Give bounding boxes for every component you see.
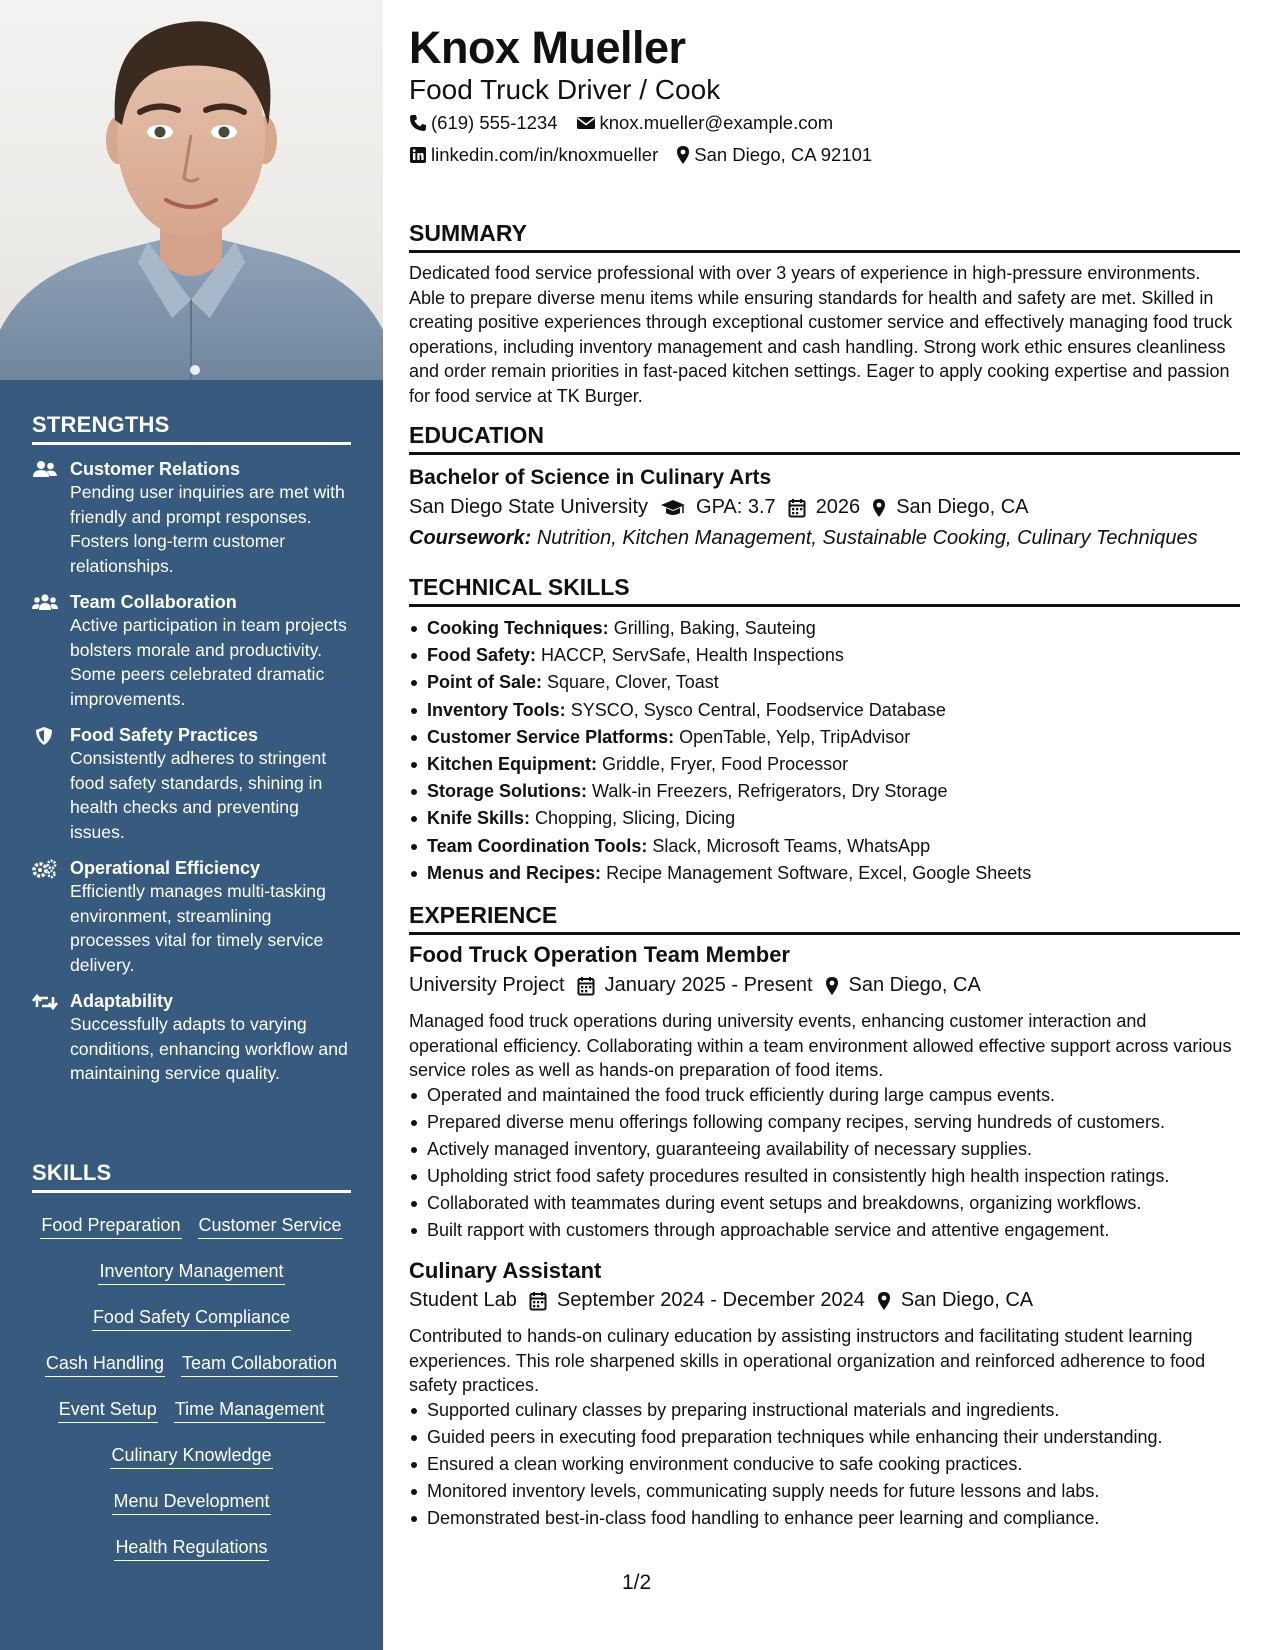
map-pin-icon [877, 1291, 891, 1311]
users-icon [32, 460, 58, 480]
summary-text: Dedicated food service professional with over 3 years of experience in high-pressure environments. Able to prepare diverse menu items while ensuring standards for health and safety are met. Skilled in creating positive experiences through exceptional customer service and effectively managing food truck operations, including inventory management and cash handling. Strong work ethic ensures cleanliness and order remain priorities in fast-paced kitchen settings. Eager to apply cooking expertise and passion for food service at TK Burger. [409, 263, 1233, 406]
technical-skill-item [427, 615, 1240, 642]
job-description: Managed food truck operations during university events, enhancing customer interaction and operational efficiency. Collaborating within a team environment allowed effective support across various service roles as well as hands-on preparation of food items. [409, 1011, 1232, 1080]
calendar-icon [577, 976, 595, 996]
job-bullet: Demonstrated best-in-class food handling to enhance peer learning and compliance. [427, 1505, 1240, 1532]
coursework-label: Coursework: [409, 527, 532, 549]
education-meta [409, 496, 1028, 519]
skill-category: Knife Skills: [427, 808, 531, 829]
technical-skill-item [427, 751, 1240, 778]
contact-row-1 [409, 112, 851, 134]
job-bullet: Actively managed inventory, guaranteeing availability of necessary supplies. [427, 1136, 1240, 1163]
job-organization: University Project [409, 974, 565, 996]
strength-title: Operational Efficiency [70, 858, 261, 878]
job-dates: January 2025 - Present [604, 974, 813, 996]
skill-tag: Cash Handling [45, 1349, 165, 1377]
skill-category: Menus and Recipes: [427, 862, 602, 883]
graduation-cap-icon [660, 499, 686, 517]
skill-tag: Team Collaboration [181, 1349, 338, 1377]
calendar-icon [788, 498, 806, 518]
job-bullets [427, 1082, 1240, 1244]
map-pin-icon [825, 976, 839, 996]
skill-values: SYSCO, Sysco Central, Foodservice Database [570, 699, 946, 720]
linkedin-contact[interactable] [409, 144, 658, 166]
job-title-headline: Food Truck Driver / Cook [409, 74, 721, 105]
skills-list [32, 1205, 351, 1573]
contact-row-2 [409, 144, 890, 166]
education-heading: EDUCATION [409, 422, 1240, 455]
gears-icon [32, 859, 58, 879]
skill-values: OpenTable, Yelp, TripAdvisor [679, 726, 911, 747]
skill-values: Griddle, Fryer, Food Processor [602, 754, 849, 775]
job-meta [409, 1289, 1033, 1312]
technical-skill-item [427, 697, 1240, 724]
graduation-year: 2026 [815, 496, 861, 518]
coursework-list: Nutrition, Kitchen Management, Sustainable Cooking, Culinary Techniques [536, 527, 1198, 549]
job-bullet: Monitored inventory levels, communicating supply needs for future lessons and labs. [427, 1478, 1240, 1505]
page-number: 1/2 [622, 1571, 652, 1594]
skill-tag: Customer Service [198, 1211, 343, 1239]
linkedin-icon [409, 146, 427, 164]
skills-heading: SKILLS [32, 1160, 351, 1193]
linkedin-url[interactable]: linkedin.com/in/knoxmueller [431, 144, 659, 165]
strength-description: Consistently adheres to stringent food safety standards, shining in health checks and preventing issues. [70, 748, 327, 842]
strengths-section [32, 412, 351, 1086]
technical-skills-heading: TECHNICAL SKILLS [409, 574, 1240, 607]
technical-skill-item [427, 805, 1240, 832]
skill-category: Inventory Tools: [427, 699, 566, 720]
job-bullet: Ensured a clean working environment conducive to safe cooking practices. [427, 1451, 1240, 1478]
job-dates: September 2024 - December 2024 [556, 1289, 865, 1311]
skill-category: Food Safety: [427, 645, 537, 666]
skill-values: Grilling, Baking, Sauteing [613, 618, 816, 638]
skill-category: Storage Solutions: [427, 781, 588, 802]
phone-contact [409, 112, 558, 134]
job-bullet: Prepared diverse menu offerings following company recipes, serving hundreds of customers. [427, 1109, 1240, 1136]
technical-skill-item [427, 778, 1240, 805]
skill-tag: Inventory Management [98, 1257, 284, 1285]
skill-category: Kitchen Equipment: [427, 754, 597, 775]
job-bullet: Built rapport with customers through approachable service and attentive engagement. [427, 1217, 1240, 1244]
technical-skill-item [427, 860, 1240, 887]
strength-item [32, 857, 351, 977]
skill-tag: Event Setup [58, 1395, 158, 1423]
education-location: San Diego, CA [896, 496, 1029, 518]
strength-item [32, 724, 351, 844]
strength-title: Customer Relations [70, 459, 241, 479]
gpa: GPA: 3.7 [696, 496, 776, 518]
job-description: Contributed to hands-on culinary education by assisting instructors and facilitating student learning experiences. This role sharpened skills in operational organization and reinforced adherence to food safety practices. [409, 1326, 1206, 1395]
job-bullet: Upholding strict food safety procedures resulted in consistently high health inspection ratings. [427, 1163, 1240, 1190]
experience-heading: EXPERIENCE [409, 902, 1240, 935]
job-location: San Diego, CA [848, 974, 981, 996]
degree-name: Bachelor of Science in Culinary Arts [409, 466, 772, 489]
school-name: San Diego State University [409, 496, 649, 518]
strength-description: Pending user inquiries are met with friendly and prompt responses. Fosters long-term customer relationships. [70, 482, 345, 576]
strengths-heading: STRENGTHS [32, 412, 351, 445]
strength-description: Successfully adapts to varying conditions, enhancing workflow and maintaining service quality. [70, 1014, 348, 1083]
calendar-icon [529, 1291, 547, 1311]
skill-category: Team Coordination Tools: [427, 835, 648, 856]
map-pin-icon [872, 498, 886, 518]
candidate-name: Knox Mueller [409, 22, 686, 73]
email-contact[interactable] [576, 112, 834, 134]
summary-heading: SUMMARY [409, 220, 1240, 253]
skill-values: Recipe Management Software, Excel, Google Sheets [606, 862, 1032, 883]
technical-skill-item [427, 669, 1240, 696]
skill-tag: Health Regulations [114, 1533, 268, 1561]
strength-description: Efficiently manages multi-tasking environment, streamlining processes vital for timely service delivery. [70, 881, 326, 975]
skill-tag: Time Management [174, 1395, 325, 1423]
skill-values: Square, Clover, Toast [547, 672, 719, 693]
skill-category: Customer Service Platforms: [427, 726, 675, 747]
job-title: Food Truck Operation Team Member [409, 942, 790, 967]
email-address[interactable]: knox.mueller@example.com [599, 112, 834, 133]
job-bullet: Operated and maintained the food truck efficiently during large campus events. [427, 1082, 1240, 1109]
strength-item [32, 591, 351, 711]
profile-photo [0, 0, 383, 380]
job-organization: Student Lab [409, 1289, 517, 1311]
job-bullet: Guided peers in executing food preparation techniques while enhancing their understanding. [427, 1424, 1240, 1451]
job-bullet: Supported culinary classes by preparing instructional materials and ingredients. [427, 1397, 1240, 1424]
profile-photo-illustration [0, 0, 383, 380]
job-meta [409, 974, 981, 997]
technical-skill-item [427, 642, 1240, 669]
skill-values: Chopping, Slicing, Dicing [535, 808, 736, 829]
location-text: San Diego, CA 92101 [694, 144, 873, 165]
skills-section [32, 1160, 351, 1573]
skill-category: Point of Sale: [427, 672, 543, 693]
skill-values: Walk-in Freezers, Refrigerators, Dry Storage [592, 781, 948, 802]
skill-values: HACCP, ServSafe, Health Inspections [541, 645, 844, 666]
coursework [409, 527, 1198, 550]
technical-skill-item [427, 833, 1240, 860]
phone-number: (619) 555-1234 [431, 112, 558, 133]
strength-item [32, 990, 351, 1086]
envelope-icon [576, 115, 596, 131]
shield-icon [32, 726, 58, 746]
skill-tag: Food Preparation [40, 1211, 181, 1239]
map-pin-icon [676, 145, 690, 165]
strength-title: Food Safety Practices [70, 725, 259, 745]
skill-values: Slack, Microsoft Teams, WhatsApp [652, 835, 931, 856]
job-location: San Diego, CA [900, 1289, 1034, 1311]
phone-icon [409, 114, 427, 132]
technical-skills-list [427, 615, 1240, 887]
retweet-icon [32, 992, 58, 1012]
job-bullets [427, 1397, 1240, 1532]
strength-item [32, 458, 351, 578]
location-contact [676, 144, 872, 166]
strength-title: Adaptability [70, 991, 174, 1011]
sidebar [0, 0, 383, 1650]
skill-tag: Food Safety Compliance [92, 1303, 291, 1331]
skill-category: Cooking Techniques: [427, 618, 609, 638]
skill-tag: Culinary Knowledge [110, 1441, 272, 1469]
team-icon [32, 593, 58, 613]
job-bullet: Collaborated with teammates during event setups and breakdowns, organizing workflows. [427, 1190, 1240, 1217]
technical-skill-item [427, 724, 1240, 751]
skill-tag: Menu Development [112, 1487, 270, 1515]
strength-description: Active participation in team projects bolsters morale and productivity. Some peers celebrated dramatic improvements. [70, 615, 347, 709]
strength-title: Team Collaboration [70, 592, 237, 612]
job-title: Culinary Assistant [409, 1258, 602, 1283]
